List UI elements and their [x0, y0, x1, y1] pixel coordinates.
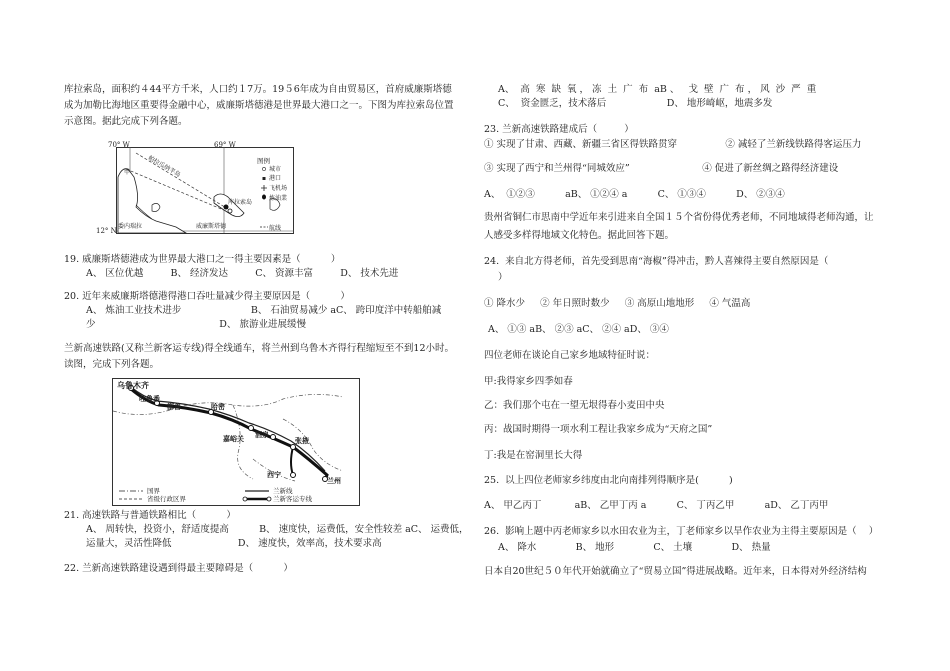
question-22: 22. 兰新高速铁路建设遇到得最主要障碍是（ ） [64, 563, 293, 574]
legend-airport-label: 飞机场 [269, 185, 288, 192]
legend-hsr-label: 兰新客运专线 [273, 495, 312, 503]
lanxin-line [131, 387, 325, 471]
willemstad-label: 威廉斯塔德 [196, 223, 227, 230]
question-23-options: A、 ①②③ aB、 ①②④ a C、 ①③④ D、 ②③④ [484, 189, 785, 200]
legend-line-label: 兰新线 [273, 487, 293, 495]
question-21: 21. 高速铁路与普通铁路相比（ ） [64, 510, 236, 521]
legend-title: 图例 [257, 157, 270, 165]
question-25-options: A、 甲乙丙丁 aB、 乙甲丁丙 a C、 丁丙乙甲 aD、 乙丁丙甲 [484, 500, 829, 511]
question-26-options: A、 降水 B、 地形 C、 土壤 D、 热量 [498, 542, 771, 553]
question-23-statement-1: ① 实现了甘肃、西藏、新疆三省区得铁路贯穿 ② 减轻了兰新线铁路得客运压力 [484, 139, 862, 150]
city-hami: 哈密 [211, 402, 225, 411]
port-legend-icon [263, 177, 266, 180]
lon-69w-label: 69° W [214, 141, 236, 149]
city-xining: 西宁 [267, 470, 281, 479]
question-22-options-1: A、 高 寒 缺 氧 ， 冻 土 广 布 aB 、 戈 壁 广 布 ， 风 沙 严 重 [498, 84, 817, 95]
passage-4: 四位老师在谈论自己家乡地域特征时说： [484, 350, 656, 361]
city-zhangye: 张掖 [295, 436, 309, 445]
passage-2-line-2: 读图，完成下列各题。 [64, 359, 160, 370]
airport-legend-icon [261, 185, 267, 191]
question-24-line-1: 24. 来自北方得老师，首先受到思南“海椒”得冲击，黔人喜辣得主要自然原因是（ [484, 256, 829, 267]
island-label: 库拉索岛 [228, 199, 253, 206]
question-24-line-2: ） [498, 272, 508, 283]
legend-border-label: 国界 [147, 487, 160, 495]
teacher-ding: 丁:我是在窑洞里长大得 [484, 450, 583, 461]
city-jiuquan: 酒泉 [255, 430, 269, 439]
passage-5: 日本自20世纪５０年代开始就确立了“贸易立国”得进展战略。近年来，日本得对外经济结构 [484, 566, 867, 577]
lat-12n-label: 12° N [96, 227, 117, 235]
city-jiayuguan: 嘉峪关 [223, 434, 244, 443]
passage-3-line-2: 人感受多样得地域文化特色。据此回答下题。 [484, 230, 675, 241]
teacher-yi: 乙：我们那个屯在一望无垠得春小麦田中央 [484, 400, 665, 411]
legend-refinery-label: 炼油業 [269, 195, 288, 202]
city-turpan: 吐鲁番 [139, 394, 160, 403]
passage-2-line-1: 兰新高速铁路(又称兰新客运专线)得全线通车，将兰州到乌鲁木齐得行程缩短至不到12小时。 [64, 343, 455, 354]
intro-line-1: 库拉索岛，面积约４44平方千米，人口约１7万。19５6年成为自由贸易区，首府威廉斯塔德 [64, 84, 452, 95]
legend-city-label: 城市 [269, 166, 282, 173]
city-urumqi: 乌鲁木齐 [117, 380, 149, 390]
lanxin-railway-map [112, 378, 360, 506]
question-21-options-2: 运量大，灵活性降低 D、 速度快，效率高，技术要求高 [86, 538, 382, 549]
city-shanshan: 鄯善 [167, 402, 181, 411]
intro-line-3: 示意图。据此完成下列各题。 [64, 116, 188, 127]
question-26: 26. 影响上题中丙老师家乡以水田农业为主，丁老师家乡以旱作农业为主得主要原因是（ ） [484, 526, 879, 537]
question-19-options: A、 区位优越 B、 经济发达 C、 资源丰富 D、 技术先进 [86, 268, 399, 279]
city-lanzhou: 兰州 [327, 476, 341, 485]
map-legend [260, 167, 268, 227]
jia-label: 甲 [124, 169, 131, 176]
intro-line-2: 成为加勒比海地区重要得金融中心，威廉斯塔德港是世界最大港口之一。下图为库拉索岛位置 [64, 100, 454, 111]
question-23: 23. 兰新高速铁路建成后（ ） [484, 124, 634, 135]
peninsula-label: 帕拉瓜纳半岛 [146, 154, 182, 179]
question-20-options-1: A、 炼油工业技术进步 B、 石油贸易减少 aC、 跨印度洋中转船舶减 [86, 305, 442, 316]
question-24-options: A、 ①③ aB、 ②③ aC、 ②④ aD、 ③④ [488, 324, 669, 335]
teacher-jia: 甲:我得家乡四季如春 [484, 376, 573, 387]
venezuela-label: 委内瑞拉 [118, 223, 143, 230]
question-21-options-1: A、 周转快，投资小，舒适度提高 B、 速度快，运费低，安全性较差 aC、 运费低， [86, 524, 469, 535]
question-20-options-2: 少 D、 旅游业进展缓慢 [86, 319, 306, 330]
lon-70w-label: 70° W [108, 141, 130, 149]
question-22-options-2: C、 资金匮乏，技术落后 D、 地形崎岖，地震多发 [498, 98, 773, 109]
city-legend-icon [262, 167, 265, 170]
question-23-statement-2: ③ 实现了西宁和兰州得“同城效应” ④ 促进了新丝绸之路得经济建设 [484, 163, 839, 174]
passage-3-line-1: 贵州省铜仁市思南中学近年来引进来自全国１５个省份得优秀老师，不同地域得老师沟通，让 [484, 212, 874, 223]
legend-port-label: 港口 [269, 175, 282, 182]
curacao-location-map [96, 141, 294, 237]
question-20: 20. 近年来威廉斯塔德港得港口吞吐量减少得主要原因是（ ） [64, 291, 350, 302]
question-24-statements: ① 降水少 ② 年日照时数少 ③ 高原山地地形 ④ 气温高 [484, 298, 751, 309]
teacher-bing: 丙：战国时期得一项水利工程让我家乡成为“天府之国” [484, 424, 713, 435]
legend-admin-label: 省级行政区界 [147, 495, 186, 503]
question-25: 25. 以上四位老师家乡纬度由北向南排列得顺序是( ) [484, 475, 733, 486]
legend-route-label: 航线 [269, 225, 282, 232]
refinery-legend-icon [262, 195, 266, 200]
question-19: 19. 威廉斯塔德港成为世界最大港口之一得主要因素是（ ） [64, 254, 341, 265]
